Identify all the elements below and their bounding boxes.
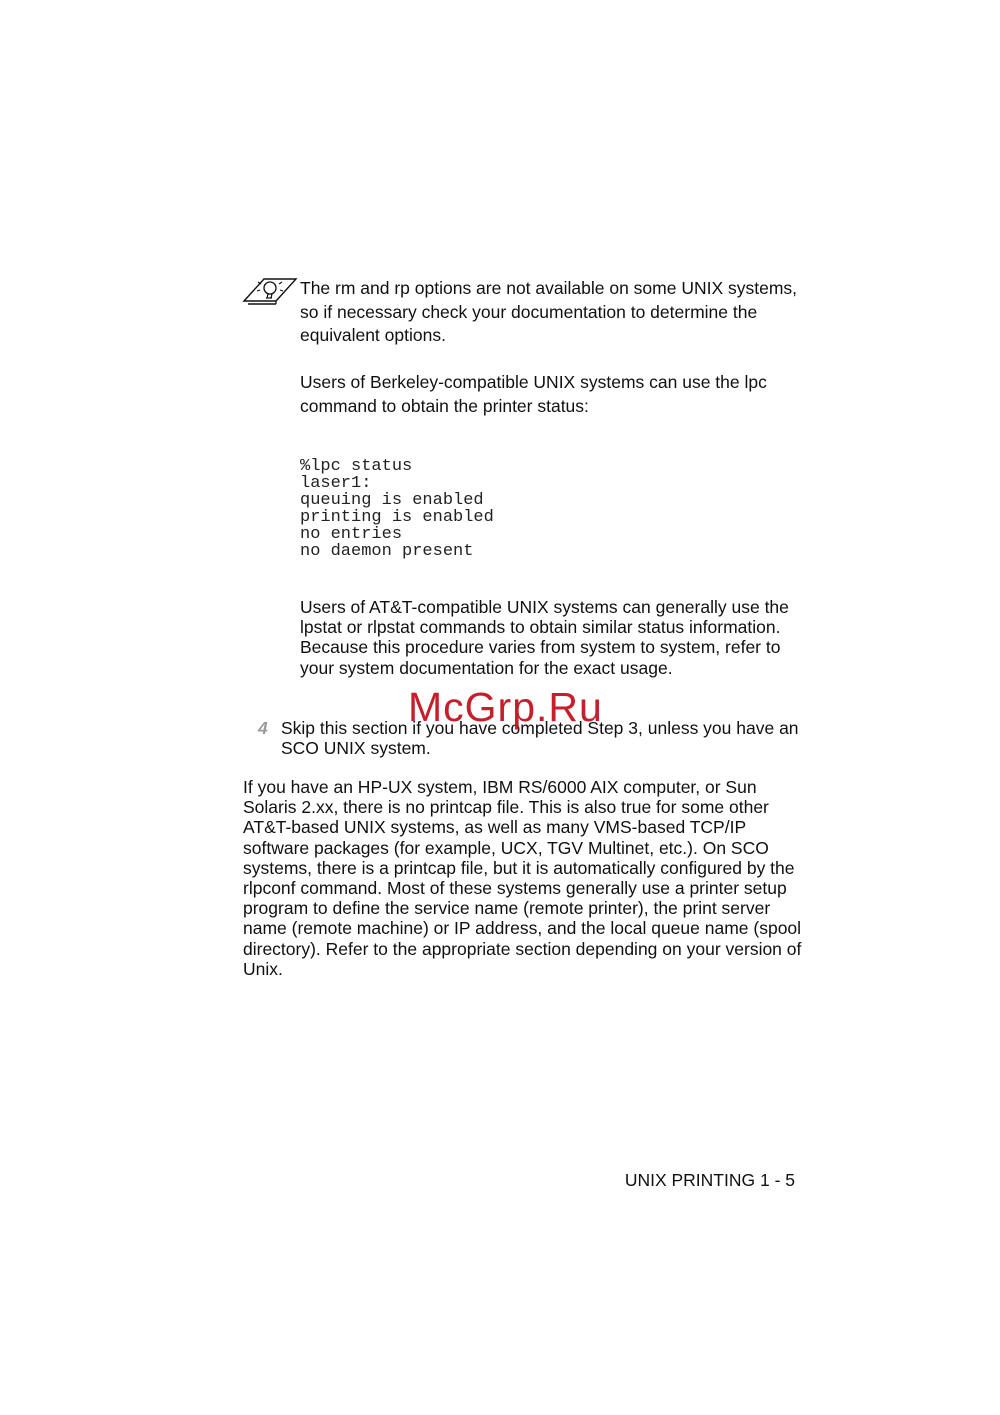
- step-number: 4: [258, 718, 268, 738]
- code-line: no entries: [300, 525, 403, 544]
- code-line: printing is enabled: [300, 508, 494, 527]
- step-text: Skip this section if you have completed Step 3, unless you have an SCO UNIX system.: [281, 718, 799, 759]
- code-block: [300, 458, 494, 560]
- lightbulb-note-icon: [242, 277, 298, 313]
- body-paragraph: If you have an HP-UX system, IBM RS/6000 AIX computer, or Sun Solaris 2.xx, there is no printcap file. This is also true for some other AT&T-based UNIX systems, as well as many VMS-based TCP/IP software packages (for example, UCX, TGV Multinet, etc.). On SCO systems, there is a printcap file, but it is automatically configured by the rlpconf command. Most of these systems generally use a printer setup program to define the service name (remote printer), the print server name (remote machine) or IP address, and the local queue name (spool directory). Refer to the appropriate section depending on your version of Unix.: [243, 777, 802, 979]
- page-footer: UNIX PRINTING 1 - 5: [624, 1170, 795, 1190]
- code-line: laser1:: [300, 474, 372, 493]
- code-line: %lpc status: [300, 457, 413, 476]
- watermark-logo: McGrp.Ru: [408, 684, 603, 730]
- code-line: queuing is enabled: [300, 491, 484, 510]
- code-line: no daemon present: [300, 542, 474, 561]
- note-paragraph-options: The rm and rp options are not available on some UNIX systems, so if necessary check your documentation to determine the equivalent options.: [300, 278, 798, 345]
- note-paragraph-berkeley: Users of Berkeley-compatible UNIX systems can use the lpc command to obtain the printer status:: [300, 372, 767, 416]
- note-paragraph-att: Users of AT&T-compatible UNIX systems can generally use the lpstat or rlpstat commands to obtain similar status information. Because this procedure varies from system to system, refer to your system documentation for the exact usage.: [300, 597, 789, 678]
